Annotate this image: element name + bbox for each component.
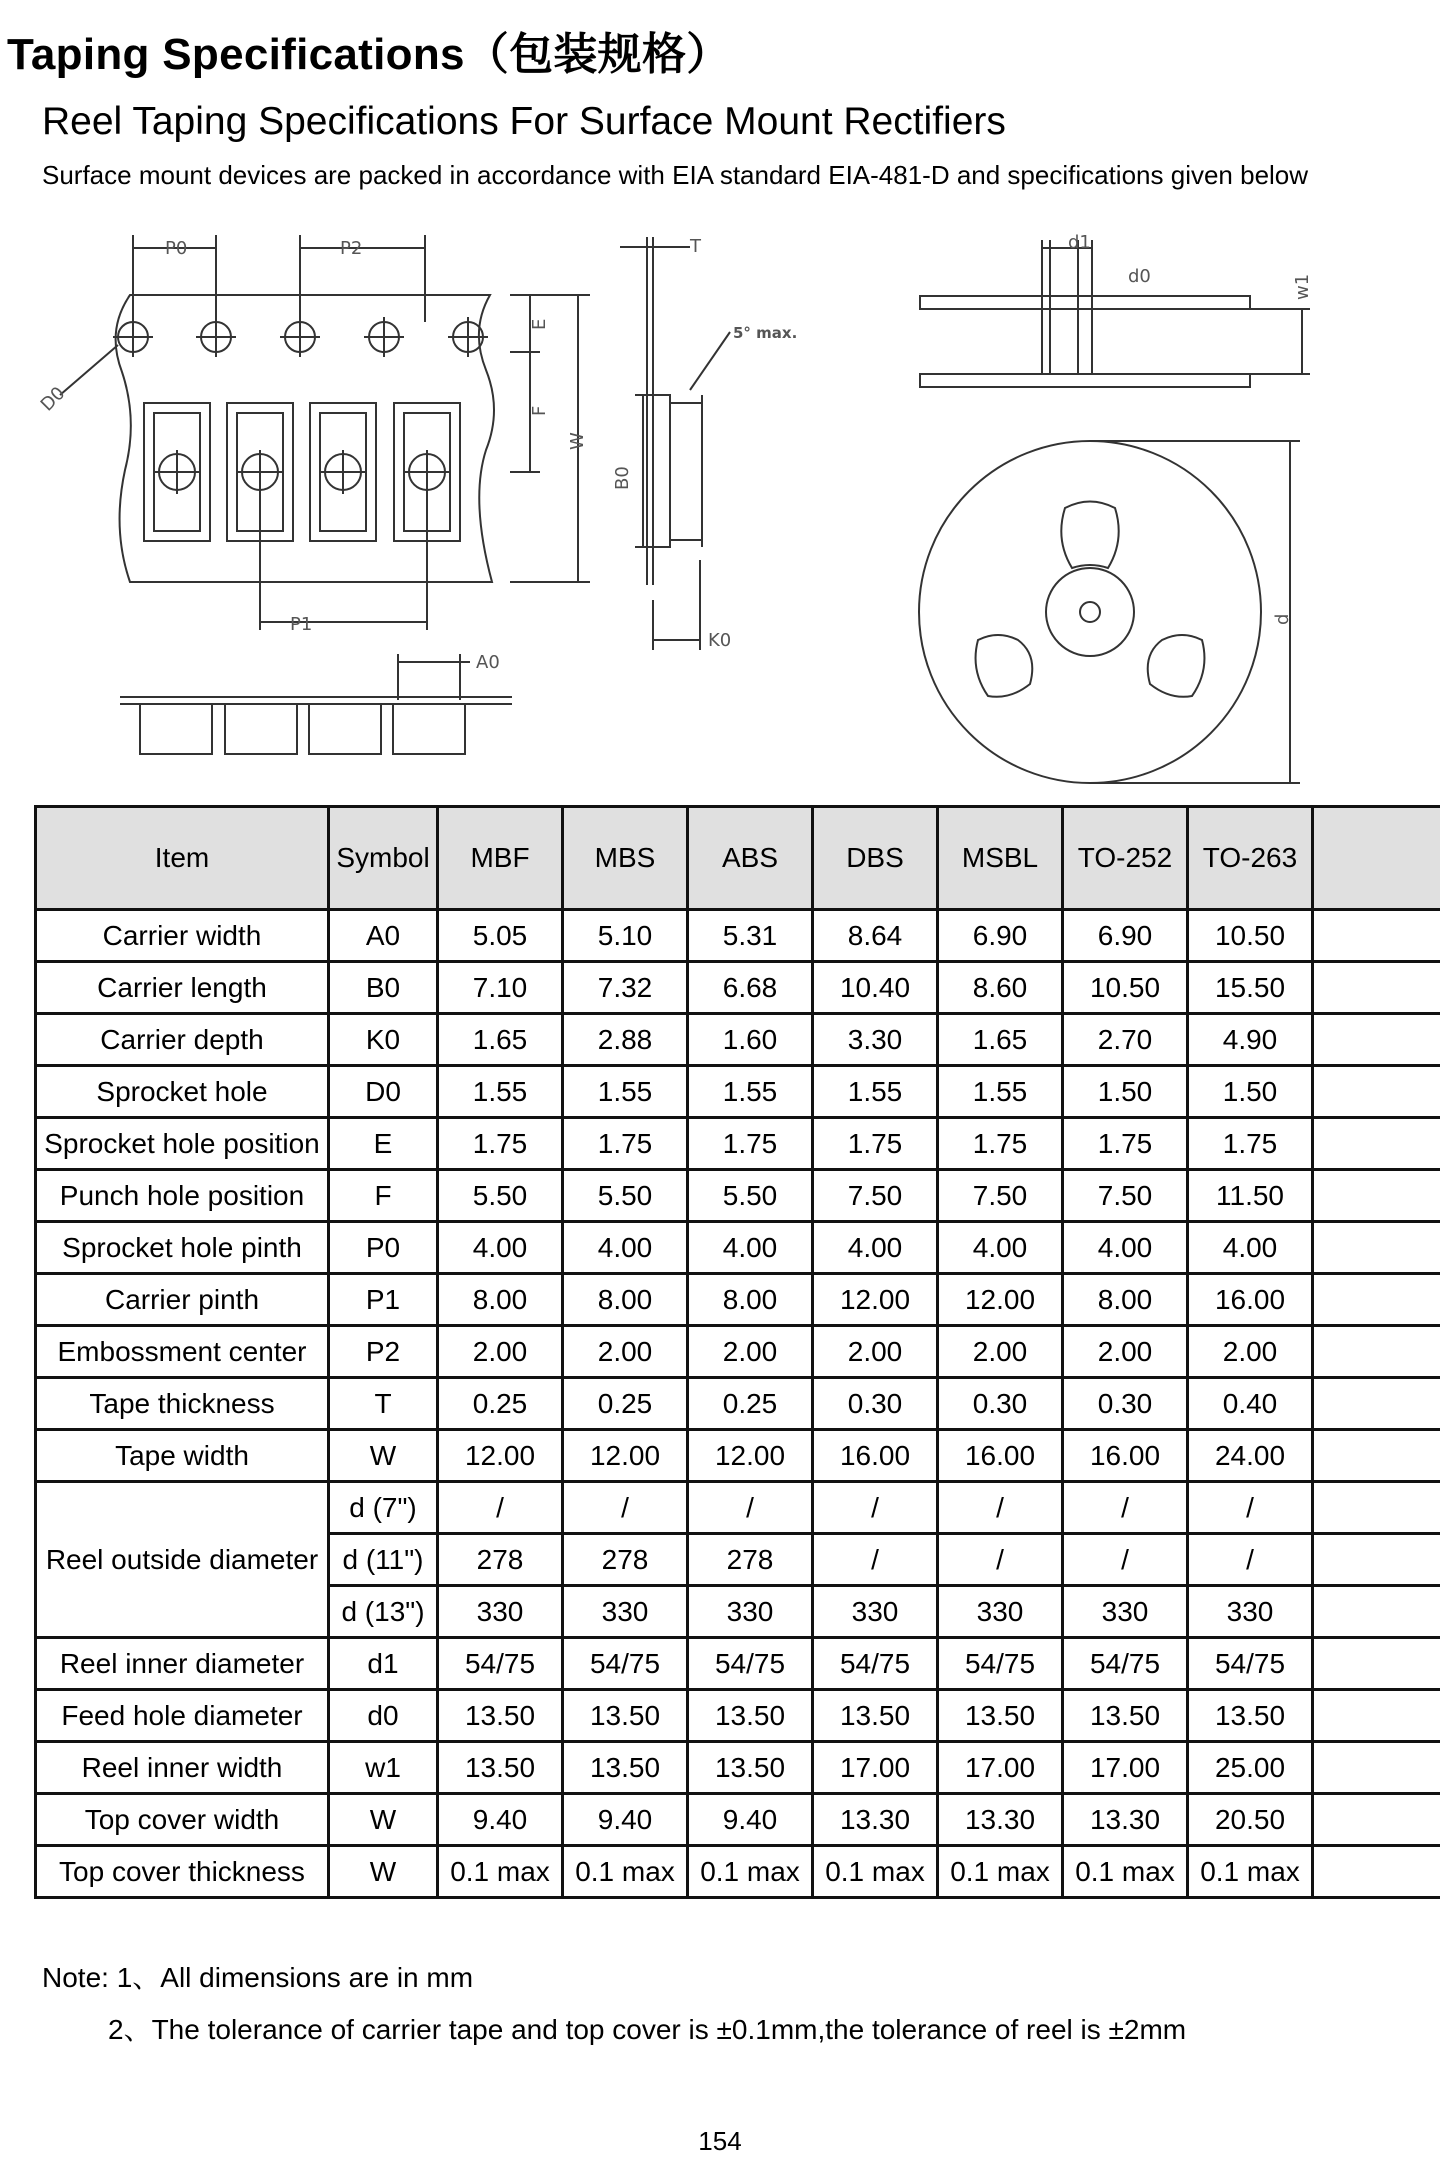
label-f: F [529, 405, 550, 416]
cell-value: 8.00 [438, 1274, 563, 1326]
header-to263: TO-263 [1188, 807, 1313, 910]
cell-value: 7.50 [938, 1170, 1063, 1222]
cell-value [1313, 1534, 1440, 1586]
cell-symbol: W [329, 1430, 438, 1482]
cell-value [1313, 1794, 1440, 1846]
sprocket-holes [113, 317, 488, 357]
cell-item: Tape width [36, 1430, 329, 1482]
cell-symbol: d1 [329, 1638, 438, 1690]
table-row [36, 1118, 1440, 1170]
cell-value: 5.31 [688, 910, 813, 962]
cell-value: 330 [438, 1586, 563, 1638]
cell-value: 16.00 [1063, 1430, 1188, 1482]
cell-value [1313, 1274, 1440, 1326]
cell-value: 1.60 [688, 1014, 813, 1066]
cell-value [1313, 962, 1440, 1014]
cell-value [1313, 1846, 1440, 1898]
cell-value: 278 [563, 1534, 688, 1586]
cell-value: / [1188, 1534, 1313, 1586]
cell-item: Top cover width [36, 1794, 329, 1846]
cell-value: 0.40 [1188, 1378, 1313, 1430]
cell-symbol: W [329, 1846, 438, 1898]
cell-value: 2.00 [1063, 1326, 1188, 1378]
cell-value: 0.1 max [1063, 1846, 1188, 1898]
cell-symbol: D0 [329, 1066, 438, 1118]
section-description: Surface mount devices are packed in accordance with EIA standard EIA-481-D and specifications given below [42, 160, 1309, 190]
cell-value: 13.50 [1063, 1690, 1188, 1742]
cell-value [1313, 1118, 1440, 1170]
cell-symbol: d (7") [329, 1482, 438, 1534]
cell-value: 7.50 [813, 1170, 938, 1222]
cell-item: Sprocket hole [36, 1066, 329, 1118]
cell-value: 54/75 [813, 1638, 938, 1690]
cell-value: 5.50 [563, 1170, 688, 1222]
cell-value: 5.10 [563, 910, 688, 962]
cell-value: 0.1 max [438, 1846, 563, 1898]
cell-value: 7.10 [438, 962, 563, 1014]
cell-value: 330 [563, 1586, 688, 1638]
cell-item: Tape thickness [36, 1378, 329, 1430]
cell-value: 4.00 [813, 1222, 938, 1274]
cell-value: 1.75 [938, 1118, 1063, 1170]
cell-value: 4.00 [938, 1222, 1063, 1274]
cell-item: Reel inner diameter [36, 1638, 329, 1690]
cell-value: 2.00 [688, 1326, 813, 1378]
cell-value: 4.00 [563, 1222, 688, 1274]
cell-value: 2.70 [1063, 1014, 1188, 1066]
cell-value: 10.40 [813, 962, 938, 1014]
table-row [36, 1378, 1440, 1430]
cell-value: 54/75 [688, 1638, 813, 1690]
header-msbl: MSBL [938, 807, 1063, 910]
table-row [36, 1170, 1440, 1222]
cell-value: 4.00 [1188, 1222, 1313, 1274]
note-2: 2、The tolerance of carrier tape and top cover is ±0.1mm,the tolerance of reel is ±2mm [108, 2014, 1187, 2045]
cell-symbol: T [329, 1378, 438, 1430]
table-row [36, 1638, 1440, 1690]
label-p2: P2 [340, 238, 363, 259]
cell-symbol: B0 [329, 962, 438, 1014]
cell-value: 24.00 [1188, 1430, 1313, 1482]
cell-value: / [1063, 1482, 1188, 1534]
cell-value: 10.50 [1063, 962, 1188, 1014]
cell-value: 6.90 [1063, 910, 1188, 962]
cell-value: 2.88 [563, 1014, 688, 1066]
label-d0-reel: d0 [1128, 266, 1151, 287]
cell-value: 5.05 [438, 910, 563, 962]
label-b0: B0 [612, 466, 633, 490]
cell-value: 12.00 [688, 1430, 813, 1482]
cell-item: Feed hole diameter [36, 1690, 329, 1742]
cell-item: Punch hole position [36, 1170, 329, 1222]
cell-item: Sprocket hole pinth [36, 1222, 329, 1274]
cell-value: 20.50 [1188, 1794, 1313, 1846]
cell-value: 330 [688, 1586, 813, 1638]
notes [42, 1962, 1187, 2045]
cell-value: 12.00 [563, 1430, 688, 1482]
cell-value: / [563, 1482, 688, 1534]
cell-value: 0.1 max [1188, 1846, 1313, 1898]
cell-value: 1.65 [438, 1014, 563, 1066]
cell-value: 13.50 [563, 1742, 688, 1794]
cell-value: 16.00 [813, 1430, 938, 1482]
cell-value: 17.00 [938, 1742, 1063, 1794]
cell-value: 2.00 [938, 1326, 1063, 1378]
cell-value [1313, 1690, 1440, 1742]
cell-value: 2.00 [813, 1326, 938, 1378]
cell-value: 5.50 [438, 1170, 563, 1222]
cell-value: 12.00 [938, 1274, 1063, 1326]
cell-value: 17.00 [813, 1742, 938, 1794]
cell-value [1313, 1222, 1440, 1274]
cell-symbol: K0 [329, 1014, 438, 1066]
cell-value: 1.55 [438, 1066, 563, 1118]
cell-value: 13.30 [813, 1794, 938, 1846]
cell-value: 13.50 [1188, 1690, 1313, 1742]
cell-value: 13.50 [438, 1690, 563, 1742]
cell-value: 0.30 [813, 1378, 938, 1430]
cell-value: 8.00 [688, 1274, 813, 1326]
cell-value: 15.50 [1188, 962, 1313, 1014]
cell-value [1313, 1378, 1440, 1430]
cell-value: 1.65 [938, 1014, 1063, 1066]
cell-value: 10.50 [1188, 910, 1313, 962]
cell-value: 5.50 [688, 1170, 813, 1222]
cell-value [1313, 1066, 1440, 1118]
cell-item: Carrier pinth [36, 1274, 329, 1326]
header-abs: ABS [688, 807, 813, 910]
cell-value: 16.00 [938, 1430, 1063, 1482]
cell-value: 1.55 [938, 1066, 1063, 1118]
cell-item: Top cover thickness [36, 1846, 329, 1898]
cell-value: 2.00 [563, 1326, 688, 1378]
table-row [36, 962, 1440, 1014]
table-row [36, 1222, 1440, 1274]
table-row [36, 1326, 1440, 1378]
cell-value: 1.75 [813, 1118, 938, 1170]
cell-value [1313, 910, 1440, 962]
cell-item: Carrier depth [36, 1014, 329, 1066]
cell-value: / [1188, 1482, 1313, 1534]
cell-value: 4.00 [688, 1222, 813, 1274]
cell-value: 1.75 [688, 1118, 813, 1170]
label-angle: 5° max. [733, 324, 798, 342]
cell-value: 330 [1063, 1586, 1188, 1638]
cell-value [1313, 1326, 1440, 1378]
cell-value: 13.50 [438, 1742, 563, 1794]
cell-value: 278 [688, 1534, 813, 1586]
cell-value: 13.50 [563, 1690, 688, 1742]
cell-value [1313, 1430, 1440, 1482]
cell-symbol: d (13") [329, 1586, 438, 1638]
cell-value: 1.75 [1063, 1118, 1188, 1170]
cell-value: 11.50 [1188, 1170, 1313, 1222]
label-p0: P0 [165, 238, 188, 259]
cell-value: 0.25 [688, 1378, 813, 1430]
header-item: Item [36, 807, 329, 910]
label-w1: w1 [1292, 273, 1313, 300]
cell-item: Embossment center [36, 1326, 329, 1378]
cell-value: 3.30 [813, 1014, 938, 1066]
cell-symbol: w1 [329, 1742, 438, 1794]
cell-value: 13.50 [813, 1690, 938, 1742]
cell-value: 54/75 [1063, 1638, 1188, 1690]
cell-value: 0.30 [938, 1378, 1063, 1430]
cell-value: 1.75 [563, 1118, 688, 1170]
header-symbol: Symbol [329, 807, 438, 910]
cell-item: Reel inner width [36, 1742, 329, 1794]
label-d1: d1 [1068, 232, 1091, 253]
table-row [36, 1430, 1440, 1482]
cell-value: / [438, 1482, 563, 1534]
label-a0: A0 [476, 652, 500, 673]
cell-value [1313, 1014, 1440, 1066]
cell-value: 4.00 [1063, 1222, 1188, 1274]
cell-value: 25.00 [1188, 1742, 1313, 1794]
cell-item: Carrier length [36, 962, 329, 1014]
cell-value: 0.25 [563, 1378, 688, 1430]
cell-value: 1.55 [813, 1066, 938, 1118]
cell-symbol: P2 [329, 1326, 438, 1378]
cell-value: 17.00 [1063, 1742, 1188, 1794]
cell-value: 8.00 [563, 1274, 688, 1326]
cell-value: 1.75 [1188, 1118, 1313, 1170]
spec-table [34, 805, 1440, 1899]
cell-value: / [688, 1482, 813, 1534]
label-k0: K0 [708, 630, 732, 651]
cell-value: 1.50 [1063, 1066, 1188, 1118]
cell-value: 4.00 [438, 1222, 563, 1274]
cell-value: 0.25 [438, 1378, 563, 1430]
header-mbs: MBS [563, 807, 688, 910]
table-row [36, 1274, 1440, 1326]
cell-item: Sprocket hole position [36, 1118, 329, 1170]
cell-value: 6.68 [688, 962, 813, 1014]
table-row [36, 1690, 1440, 1742]
cell-value: 330 [813, 1586, 938, 1638]
cell-value: 1.50 [1188, 1066, 1313, 1118]
cell-symbol: E [329, 1118, 438, 1170]
cell-value [1313, 1586, 1440, 1638]
cell-value: 6.90 [938, 910, 1063, 962]
cell-value: 330 [1188, 1586, 1313, 1638]
cell-value: 16.00 [1188, 1274, 1313, 1326]
cell-value: 2.00 [1188, 1326, 1313, 1378]
cell-value: 7.32 [563, 962, 688, 1014]
table-header-row [36, 807, 1440, 910]
cell-value: / [938, 1482, 1063, 1534]
table-row [36, 1066, 1440, 1118]
page-number: 154 [698, 2126, 742, 2156]
cell-value [1313, 1638, 1440, 1690]
cell-value: 9.40 [563, 1794, 688, 1846]
cell-value: 0.1 max [563, 1846, 688, 1898]
label-d: d [1272, 613, 1293, 625]
label-d0-hole: D0 [36, 382, 70, 416]
cell-value: / [1063, 1534, 1188, 1586]
cell-item: Carrier width [36, 910, 329, 962]
cell-value: 0.1 max [688, 1846, 813, 1898]
cell-value: 9.40 [688, 1794, 813, 1846]
cell-value: 0.1 max [938, 1846, 1063, 1898]
cell-value: / [813, 1482, 938, 1534]
label-w: W [567, 432, 588, 450]
cell-value: 54/75 [563, 1638, 688, 1690]
cell-symbol: A0 [329, 910, 438, 962]
cell-value [1313, 1742, 1440, 1794]
cell-value [1313, 1170, 1440, 1222]
cell-value: 4.90 [1188, 1014, 1313, 1066]
carrier-pockets [144, 403, 460, 541]
table-row [36, 1482, 1440, 1534]
cell-value: 54/75 [1188, 1638, 1313, 1690]
cell-value: 1.75 [438, 1118, 563, 1170]
table-row [36, 1794, 1440, 1846]
cell-symbol: W [329, 1794, 438, 1846]
cell-value: 8.00 [1063, 1274, 1188, 1326]
header-dbs: DBS [813, 807, 938, 910]
cell-value: 13.50 [688, 1690, 813, 1742]
cell-symbol: d (11") [329, 1534, 438, 1586]
cell-symbol: d0 [329, 1690, 438, 1742]
cell-symbol: F [329, 1170, 438, 1222]
cell-value: / [813, 1534, 938, 1586]
cell-value [1313, 1482, 1440, 1534]
cell-value: 8.60 [938, 962, 1063, 1014]
cell-value: 278 [438, 1534, 563, 1586]
note-1: Note: 1、All dimensions are in mm [42, 1962, 474, 1993]
table-row [36, 1742, 1440, 1794]
header-to252: TO-252 [1063, 807, 1188, 910]
cell-value: 1.55 [688, 1066, 813, 1118]
header-empty [1313, 807, 1440, 910]
cell-value: / [938, 1534, 1063, 1586]
cell-value: 7.50 [1063, 1170, 1188, 1222]
table-row [36, 1846, 1440, 1898]
label-p1: P1 [290, 614, 313, 635]
label-t: T [690, 236, 701, 257]
cell-item: Reel outside diameter [36, 1482, 329, 1638]
cell-value: 9.40 [438, 1794, 563, 1846]
label-e: E [529, 318, 550, 330]
cell-value: 13.30 [1063, 1794, 1188, 1846]
cell-value: 2.00 [438, 1326, 563, 1378]
cell-value: 13.50 [688, 1742, 813, 1794]
cell-value: 8.64 [813, 910, 938, 962]
cell-value: 54/75 [938, 1638, 1063, 1690]
table-row [36, 910, 1440, 962]
cell-value: 0.1 max [813, 1846, 938, 1898]
cell-value: 12.00 [438, 1430, 563, 1482]
section-subtitle: Reel Taping Specifications For Surface Mount Rectifiers [42, 100, 1006, 143]
cell-value: 1.55 [563, 1066, 688, 1118]
cell-symbol: P1 [329, 1274, 438, 1326]
cell-symbol: P0 [329, 1222, 438, 1274]
taping-diagram [0, 0, 1440, 790]
cell-value: 0.30 [1063, 1378, 1188, 1430]
table-row [36, 1014, 1440, 1066]
cell-value: 13.30 [938, 1794, 1063, 1846]
cell-value: 12.00 [813, 1274, 938, 1326]
page-title: Taping Specifications（包装规格） [7, 30, 731, 79]
cell-value: 330 [938, 1586, 1063, 1638]
cell-value: 54/75 [438, 1638, 563, 1690]
header-mbf: MBF [438, 807, 563, 910]
cell-value: 13.50 [938, 1690, 1063, 1742]
